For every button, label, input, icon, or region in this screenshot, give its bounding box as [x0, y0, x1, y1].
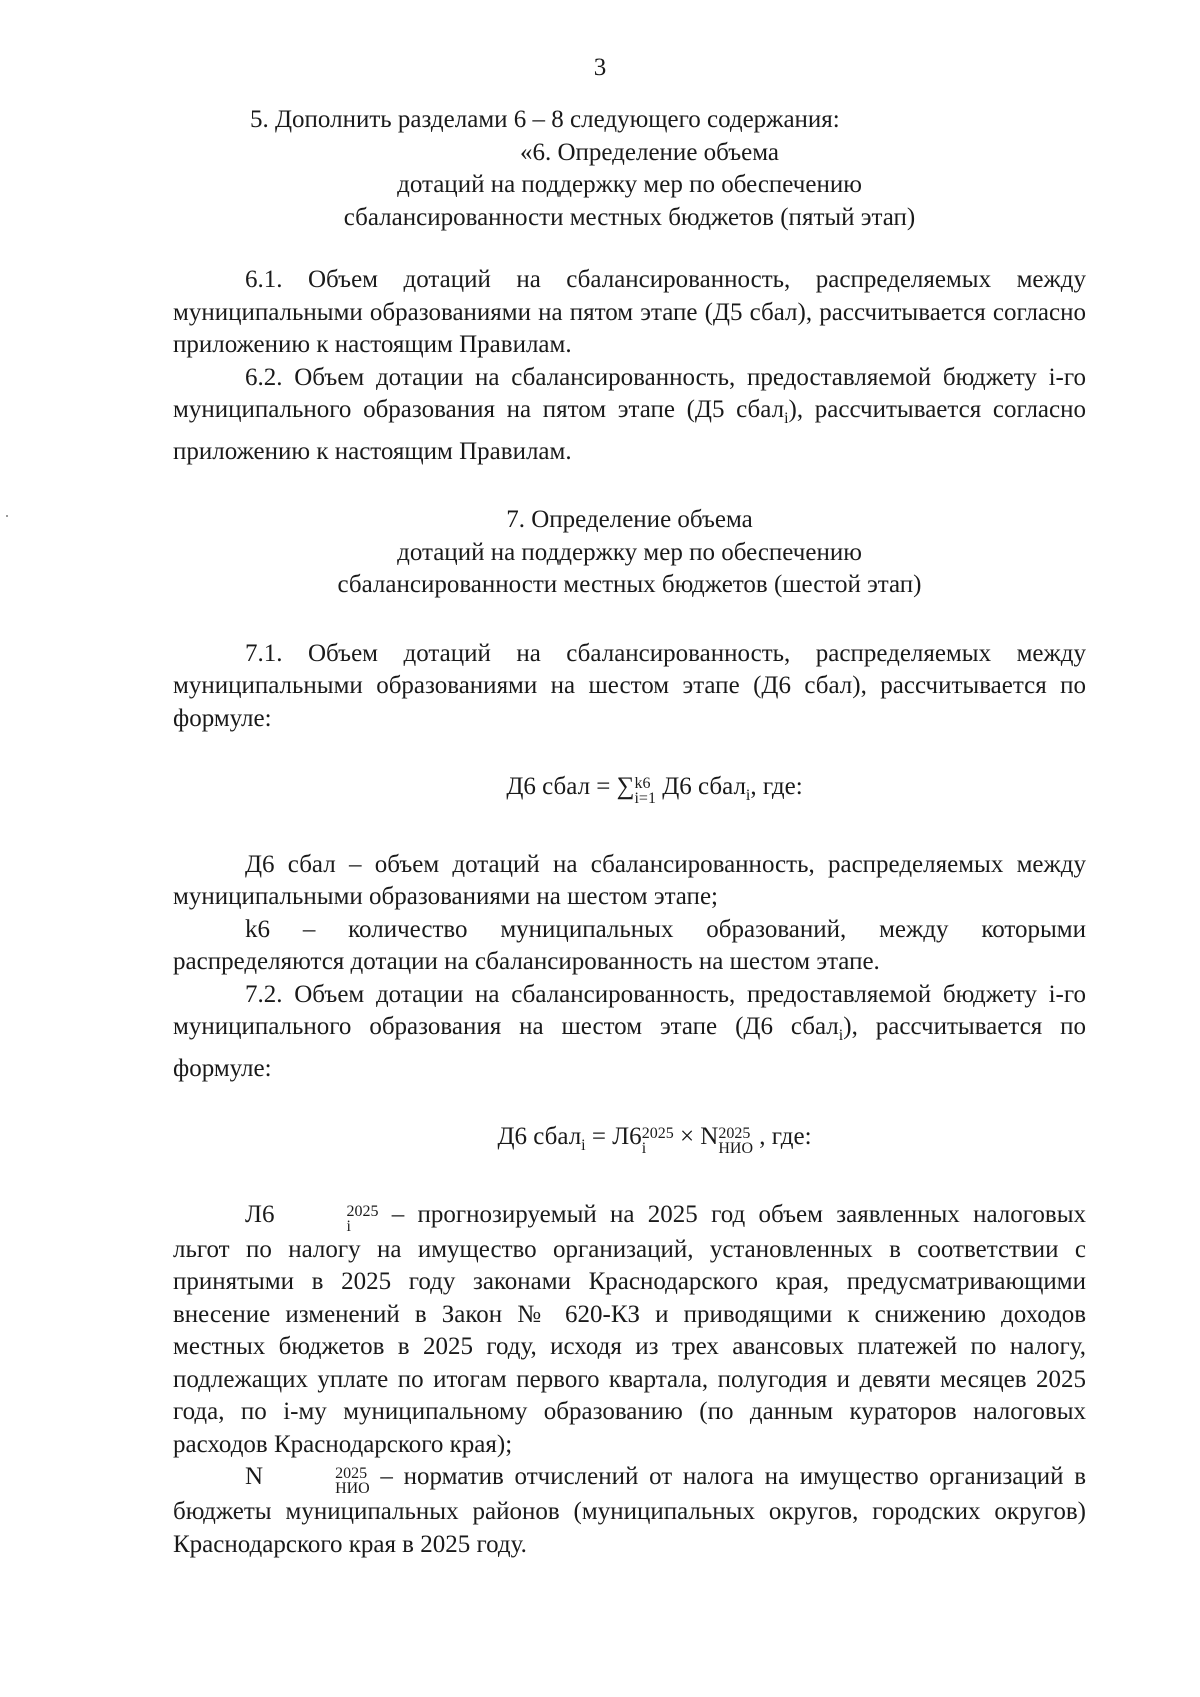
section-7-heading-line-1: 7. Определение объема	[506, 506, 753, 533]
definition-n-nio	[173, 1461, 1086, 1561]
paragraph-7-1: 7.1. Объем дотаций на сбалансированность, распределяемых между муниципальными образованиями на шестом этапе (Д6 сбал), рассчитывается по формуле:	[173, 639, 1086, 732]
formula-2-lhs: Д6 сбал	[497, 1123, 582, 1150]
l6-def-subscript: i	[346, 1217, 351, 1235]
section-6-heading	[173, 137, 1086, 235]
section-7-heading-line-2: дотаций на поддержку мер по обеспечению	[397, 538, 862, 566]
paragraph-6-1: 6.1. Объем дотаций на сбалансированность, распределяемых между муниципальными образованиями на пятом этапе (Д5 сбал), рассчитывается согласно приложению к настоящим Правилам.	[173, 266, 1086, 358]
n-indices	[718, 1126, 753, 1156]
sigma-limits	[634, 776, 655, 806]
formula-d6-sbal-i	[173, 1121, 1086, 1163]
formula-total-d6	[173, 771, 1086, 813]
l6-subscript: i	[641, 1140, 647, 1157]
intro-paragraph: 5. Дополнить разделами 6 – 8 следующего содержания:	[250, 106, 840, 133]
paragraph-6-2	[173, 362, 1086, 469]
l6-def-indices	[274, 1204, 378, 1234]
formula-2-times-n: × N	[673, 1123, 719, 1150]
n-definition-text: – норматив отчислений от налога на имущество организаций в бюджеты муниципальных районов (муниципальных округов, городских округов) Краснодарского края в 2025 году.	[173, 1463, 1086, 1558]
l6-symbol: Л6	[245, 1200, 275, 1228]
paragraph-6-2-text: 6.2. Объем дотации на сбалансированность, предоставляемой бюджету i-го муниципального образования на пятом этапе (Д5 сбал	[173, 363, 1086, 423]
section-6-heading-line-1: «6. Определение объема	[519, 138, 780, 166]
n-symbol: N	[245, 1463, 264, 1490]
definition-k6: k6 – количество муниципальных образований, между которыми распределяются дотации на сбалансированность на шестом этапе.	[173, 915, 1086, 975]
document-body	[173, 104, 1086, 1561]
formula-2-tail: , где:	[753, 1123, 812, 1150]
section-6-heading-line-3: сбалансированности местных бюджетов (пятый этап)	[343, 203, 916, 231]
formula-2-l6: = Л6	[585, 1123, 642, 1150]
formula-1-lhs: Д6 сбал =	[506, 773, 617, 800]
l6-superscript: 2025	[641, 1125, 674, 1142]
paragraph-6-2-subscript: i	[784, 410, 789, 427]
sigma-lower-limit: i=1	[634, 790, 656, 807]
n-superscript: 2025	[718, 1125, 751, 1142]
formula-2-lhs-subscript: i	[581, 1137, 586, 1154]
l6-def-superscript: 2025	[346, 1202, 379, 1220]
formula-1-term-subscript: i	[745, 787, 751, 804]
paragraph-7-2-tail: ), рассчитывается по формуле:	[173, 1013, 1086, 1082]
section-6-heading-line-2: дотаций на поддержку мер по обеспечению	[397, 171, 862, 198]
sigma-symbol: ∑	[616, 773, 635, 800]
l6-definition-text: – прогнозируемый на 2025 год объем заявленных налоговых льгот по налогу на имущество организаций, установленных в соответствии с принятыми в 2025 году законами Краснодарского края, предусматривающими внесение изменений в Закон № 620-КЗ и приводящими к снижению доходов местных бюджетов в 2025 году, исходя из трех авансовых платежей по налогу, подлежащих уплате по итогам первого квартала, полугодия и девяти месяцев 2025 года, по i-му муниципальному образованию (по данным кураторов налоговых расходов Краснодарского края);	[173, 1200, 1086, 1458]
section-7-heading	[173, 504, 1086, 602]
n-def-subscript: НИО	[335, 1480, 370, 1497]
section-7-heading-line-3: сбалансированности местных бюджетов (шестой этап)	[337, 571, 922, 598]
formula-1-tail: , где:	[750, 773, 803, 800]
l6-indices	[642, 1126, 674, 1156]
formula-1-term: Д6 сбал	[655, 773, 746, 800]
scan-artifact-mark	[6, 515, 8, 517]
paragraph-7-2-subscript: i	[838, 1027, 844, 1044]
page-number: 3	[593, 54, 607, 81]
paragraph-6-2-tail: ), рассчитывается согласно приложению к настоящим Правилам.	[173, 396, 1086, 465]
n-def-superscript: 2025	[335, 1465, 368, 1482]
paragraph-7-2-text: 7.2. Объем дотации на сбалансированность, предоставляемой бюджету i-го муниципального образования на шестом этапе (Д6 сбал	[173, 980, 1086, 1040]
n-def-indices	[263, 1466, 370, 1496]
definition-d6-sbal: Д6 сбал – объем дотаций на сбалансированность, распределяемых между муниципальными образованиями на шестом этапе;	[173, 850, 1086, 910]
n-subscript: НИО	[718, 1140, 754, 1157]
paragraph-7-2	[173, 979, 1086, 1086]
definition-l6	[173, 1199, 1086, 1462]
sigma-upper-limit: k6	[634, 775, 651, 792]
